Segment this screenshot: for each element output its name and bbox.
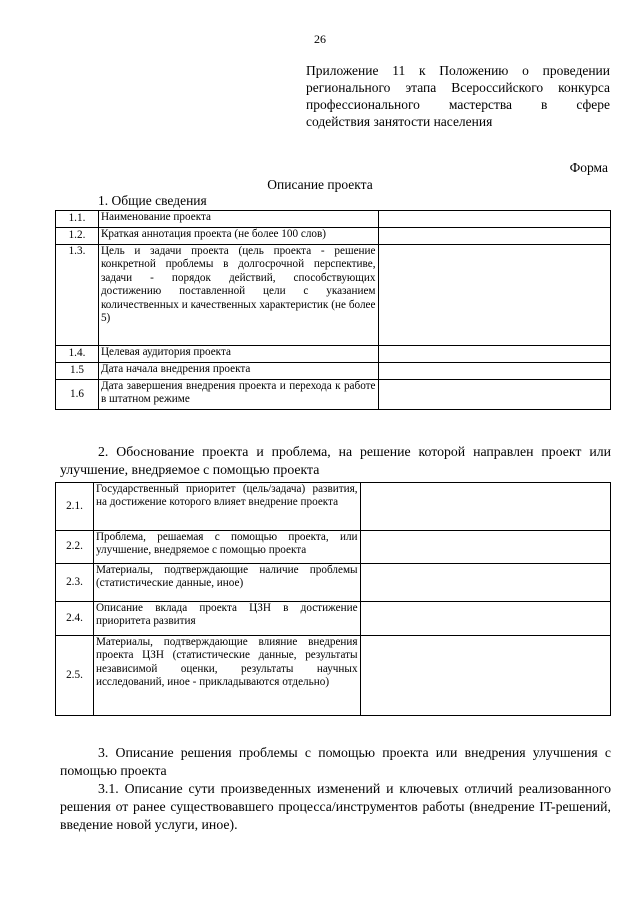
section1-heading: 1. Общие сведения [98, 193, 207, 208]
row-value-cell[interactable] [360, 531, 610, 564]
row-value-cell[interactable] [378, 363, 611, 380]
row-label: Цель и задачи проекта (цель проекта - решение конкретной проблемы в долгосрочной перспективе, задачи - порядок действий, способствующих достижению поставленной цели с указанием количественных и качественных характеристик (не более 5) [98, 245, 378, 346]
table-row [56, 346, 611, 363]
row-label: Описание вклада проекта ЦЗН в достижение приоритета развития [93, 602, 360, 636]
row-number: 2.3. [56, 564, 94, 602]
form-label: Форма [569, 160, 608, 175]
row-label: Материалы, подтверждающие влияние внедрения проекта ЦЗН (статистические данные, результаты независимой оценки, результаты научных исследований, иное - прикладываются отдельно) [93, 636, 360, 716]
row-number: 1.6 [56, 380, 99, 410]
row-label: Государственный приоритет (цель/задача) развития, на достижение которого влияет внедрение проекта [93, 483, 360, 531]
row-label: Дата начала внедрения проекта [98, 363, 378, 380]
row-value-cell[interactable] [378, 245, 611, 346]
table-row [56, 531, 611, 564]
table-row [56, 363, 611, 380]
row-value-cell[interactable] [360, 483, 610, 531]
row-number: 1.5 [56, 363, 99, 380]
table-row [56, 636, 611, 716]
appendix-header [306, 62, 610, 130]
section3-1-text: 3.1. Описание сути произведенных изменений и ключевых отличий реализованного решения от ранее существовавшего процесса/инструментов работы (внедрение IT-решений, введение новой услуги, иное). [60, 781, 611, 832]
row-number: 1.3. [56, 245, 99, 346]
row-value-cell[interactable] [378, 380, 611, 410]
table-row [56, 211, 611, 228]
section2-heading: 2. Обоснование проекта и проблема, на решение которой направлен проект или улучшение, внедряемое с помощью проекта [60, 444, 611, 477]
appendix-line: профессионального мастерства в сфере [306, 97, 610, 112]
row-number: 2.4. [56, 602, 94, 636]
row-value-cell[interactable] [378, 211, 611, 228]
row-value-cell[interactable] [360, 564, 610, 602]
row-number: 2.5. [56, 636, 94, 716]
table-row [56, 245, 611, 346]
row-number: 2.1. [56, 483, 94, 531]
page-number: 26 [314, 32, 326, 46]
row-number: 1.4. [56, 346, 99, 363]
document-title: Описание проекта [267, 177, 373, 192]
row-label: Наименование проекта [98, 211, 378, 228]
row-value-cell[interactable] [378, 346, 611, 363]
table-row [56, 228, 611, 245]
table-row [56, 483, 611, 531]
appendix-line: содействия занятости населения [306, 114, 493, 129]
row-label: Целевая аудитория проекта [98, 346, 378, 363]
row-label: Материалы, подтверждающие наличие проблемы (статистические данные, иное) [93, 564, 360, 602]
row-value-cell[interactable] [360, 602, 610, 636]
table-row [56, 380, 611, 410]
row-label: Проблема, решаемая с помощью проекта, или улучшение, внедряемое с помощью проекта [93, 531, 360, 564]
table-row [56, 602, 611, 636]
general-info-table [55, 210, 611, 410]
appendix-line: Приложение 11 к Положению о проведении [306, 63, 610, 78]
row-number: 1.1. [56, 211, 99, 228]
appendix-line: регионального этапа Всероссийского конкурса [306, 80, 610, 95]
row-label: Дата завершения внедрения проекта и перехода к работе в штатном режиме [98, 380, 378, 410]
section3-heading: 3. Описание решения проблемы с помощью проекта или внедрения улучшения с помощью проекта [60, 745, 611, 778]
row-number: 2.2. [56, 531, 94, 564]
row-value-cell[interactable] [378, 228, 611, 245]
row-value-cell[interactable] [360, 636, 610, 716]
justification-table [55, 482, 611, 716]
table-row [56, 564, 611, 602]
row-number: 1.2. [56, 228, 99, 245]
row-label: Краткая аннотация проекта (не более 100 слов) [98, 228, 378, 245]
